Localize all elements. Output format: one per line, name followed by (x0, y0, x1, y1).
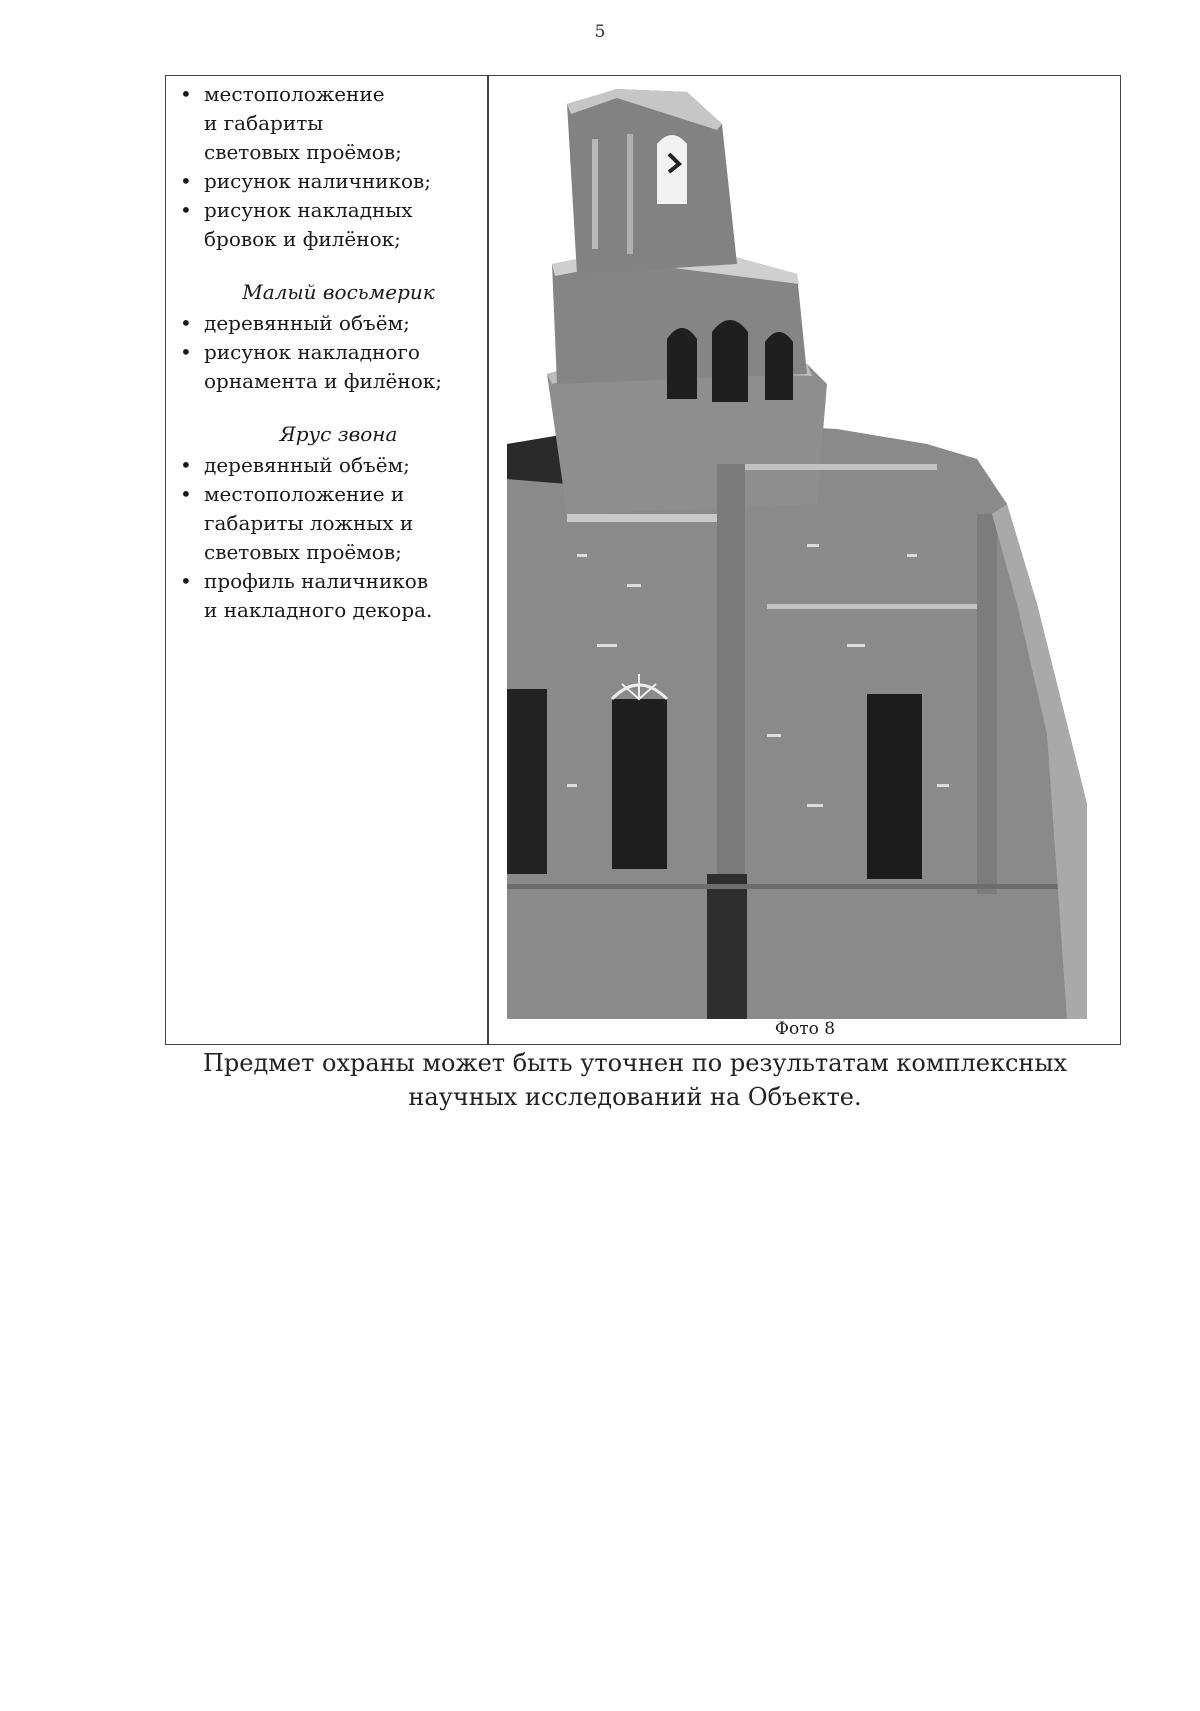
list-item: • местоположение и габариты световых проёмов; (176, 80, 404, 167)
list-item: • деревянный объём; (176, 451, 481, 480)
list-section-3 (176, 451, 481, 625)
section-heading-bell-tier: Ярус звона (279, 422, 398, 446)
protection-subject-list (176, 80, 481, 625)
list-item: • рисунок наличников; (176, 167, 481, 196)
list-item: • местоположение и габариты ложных и световых проёмов; (176, 480, 424, 567)
list-item: • профиль наличников и накладного декора. (176, 567, 434, 625)
content-table (165, 75, 1121, 1045)
page-number: 5 (594, 22, 606, 42)
section-heading-small-octagon: Малый восьмерик (242, 280, 435, 304)
list-item: • рисунок накладных бровок и филёнок; (176, 196, 434, 254)
list-item: • рисунок накладного орнамента и филёнок; (176, 338, 454, 396)
protection-note-line-1: Предмет охраны может быть уточнен по результатам комплексных (202, 1049, 1068, 1077)
table-column-divider (487, 76, 489, 1044)
list-section-2 (176, 309, 481, 396)
list-section-1 (176, 80, 481, 254)
church-bell-tower-photo (507, 84, 1087, 1019)
protection-note (0, 1046, 1200, 1114)
list-item: • деревянный объём; (176, 309, 481, 338)
protection-note-line-2: научных исследований на Объекте. (408, 1083, 862, 1111)
photo-caption: Фото 8 (774, 1019, 836, 1039)
